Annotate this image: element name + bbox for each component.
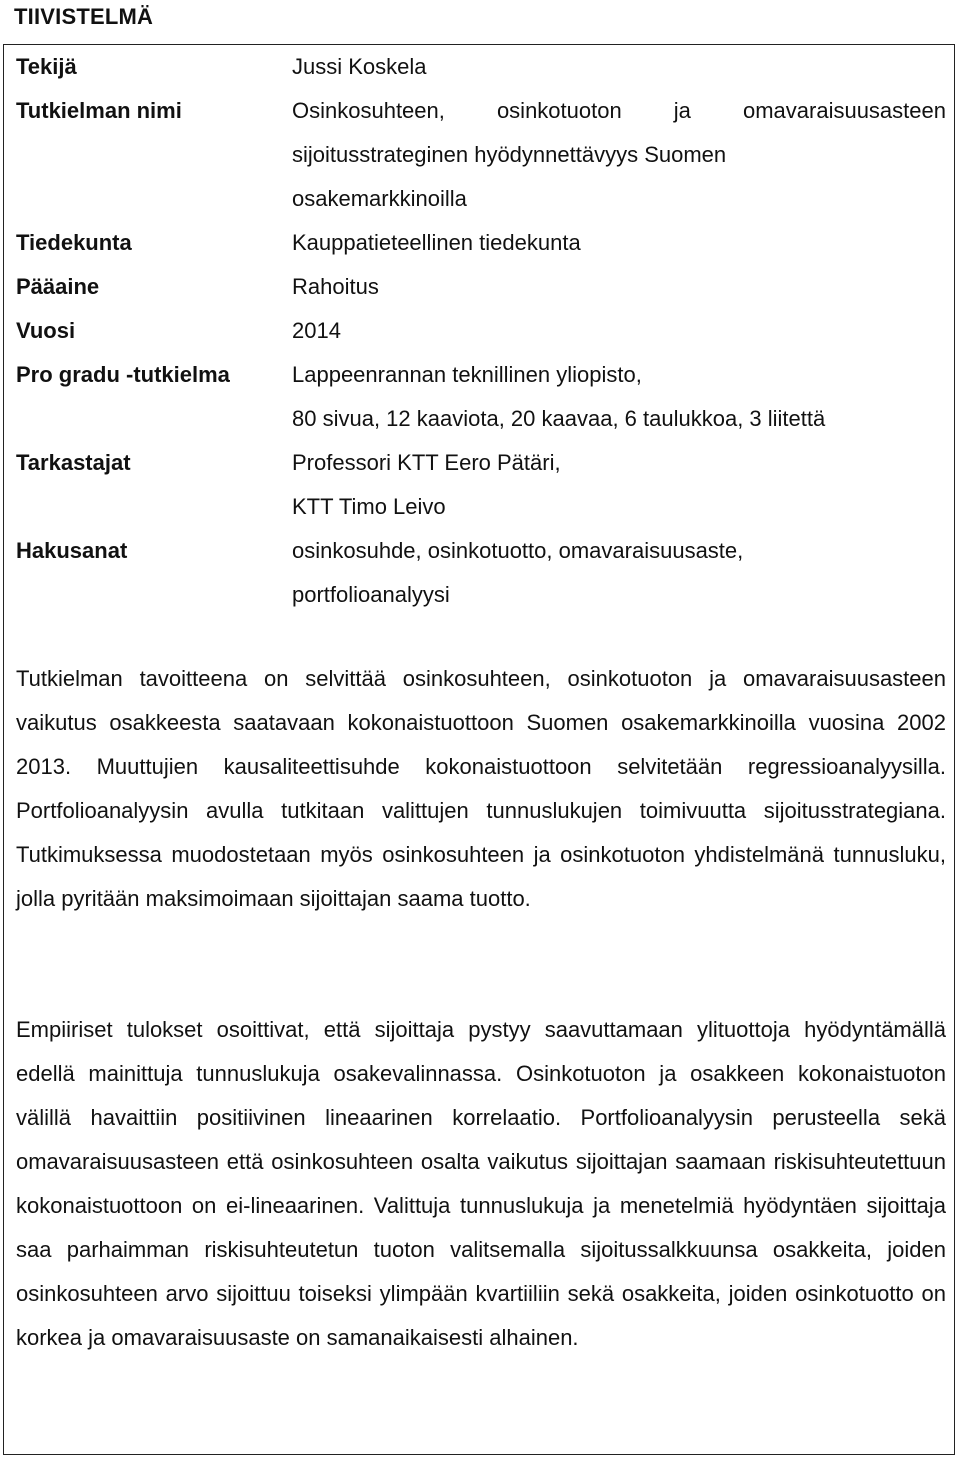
thesis-value bbox=[292, 353, 946, 441]
thesis-line-1: Lappeenrannan teknillinen yliopisto, bbox=[292, 362, 642, 387]
title-label: Tutkielman nimi bbox=[16, 98, 182, 123]
page-title: TIIVISTELMÄ bbox=[14, 4, 154, 29]
faculty-label: Tiedekunta bbox=[16, 230, 132, 255]
keywords-line-1: osinkosuhde, osinkotuotto, omavaraisuusaste, bbox=[292, 538, 744, 563]
title-line-1: Osinkosuhteen, osinkotuoton ja omavaraisuusasteen bbox=[292, 98, 946, 123]
author-label: Tekijä bbox=[16, 54, 77, 79]
examiners-line-2: KTT Timo Leivo bbox=[292, 494, 446, 519]
keywords-label: Hakusanat bbox=[16, 538, 128, 563]
year-value-text: 2014 bbox=[292, 318, 341, 343]
author-value-text: Jussi Koskela bbox=[292, 54, 427, 79]
abstract-paragraph-1: Tutkielman tavoitteena on selvittää osinkosuhteen, osinkotuoton ja omavaraisuusasteen vaikutus osakkeesta saatavaan kokonaistuottoon Suomen osakemarkkinoilla vuosina 2002 2013. Muuttujien kausaliteettisuhde kokonaistuottoon selvitetään regressioanalyysilla. Portfolioanalyysin avulla tutkitaan valittujen tunnuslukujen toimivuutta sijoitusstrategiana. Tutkimuksessa muodostetaan myös osinkosuhteen ja osinkotuoton yhdistelmänä tunnusluku, jolla pyritään maksimoimaan sijoittajan saama tuotto. bbox=[16, 666, 946, 911]
abstract-box bbox=[3, 44, 955, 1455]
examiners-line-1: Professori KTT Eero Pätäri, bbox=[292, 450, 561, 475]
major-label: Pääaine bbox=[16, 274, 100, 299]
title-line-2: sijoitusstrateginen hyödynnettävyys Suomen bbox=[292, 142, 727, 167]
title-line-3: osakemarkkinoilla bbox=[292, 186, 467, 211]
keywords-line-2: portfolioanalyysi bbox=[292, 582, 450, 607]
major-value bbox=[292, 265, 946, 309]
faculty-value bbox=[292, 221, 946, 265]
abstract-paragraph-2: Empiiriset tulokset osoittivat, että sijoittaja pystyy saavuttamaan ylituottoja hyödyntämällä edellä mainittuja tunnuslukuja osakevalinnassa. Osinkotuoton ja osakkeen kokonaistuoton välillä havaittiin positiivinen lineaarinen korrelaatio. Portfolioanalyysin perusteella sekä omavaraisuusasteen että osinkosuhteen osalta vaikutus sijoittajan saamaan riskisuhteutettuun kokonaistuottoon on ei-lineaarinen. Valittuja tunnuslukuja ja menetelmiä hyödyntäen sijoittaja saa parhaimman riskisuhteutetun tuoton valitsemalla sijoitussalkkuunsa osakkeita, joiden osinkosuhteen arvo sijoittuu toiseksi ylimpään kvartiiliin sekä osakkeita, joiden osinkotuotto on korkea ja omavaraisuusaste on samanaikaisesti alhainen. bbox=[16, 1017, 946, 1350]
year-label: Vuosi bbox=[16, 318, 76, 343]
major-value-text: Rahoitus bbox=[292, 274, 379, 299]
year-value bbox=[292, 309, 946, 353]
title-value bbox=[292, 89, 946, 221]
thesis-label: Pro gradu -tutkielma bbox=[16, 362, 230, 387]
examiners-label: Tarkastajat bbox=[16, 450, 131, 475]
author-value bbox=[292, 45, 946, 89]
thesis-line-2: 80 sivua, 12 kaaviota, 20 kaavaa, 6 taulukkoa, 3 liitettä bbox=[292, 406, 826, 431]
keywords-value bbox=[292, 529, 946, 617]
examiners-value bbox=[292, 441, 946, 529]
faculty-value-text: Kauppatieteellinen tiedekunta bbox=[292, 230, 581, 255]
